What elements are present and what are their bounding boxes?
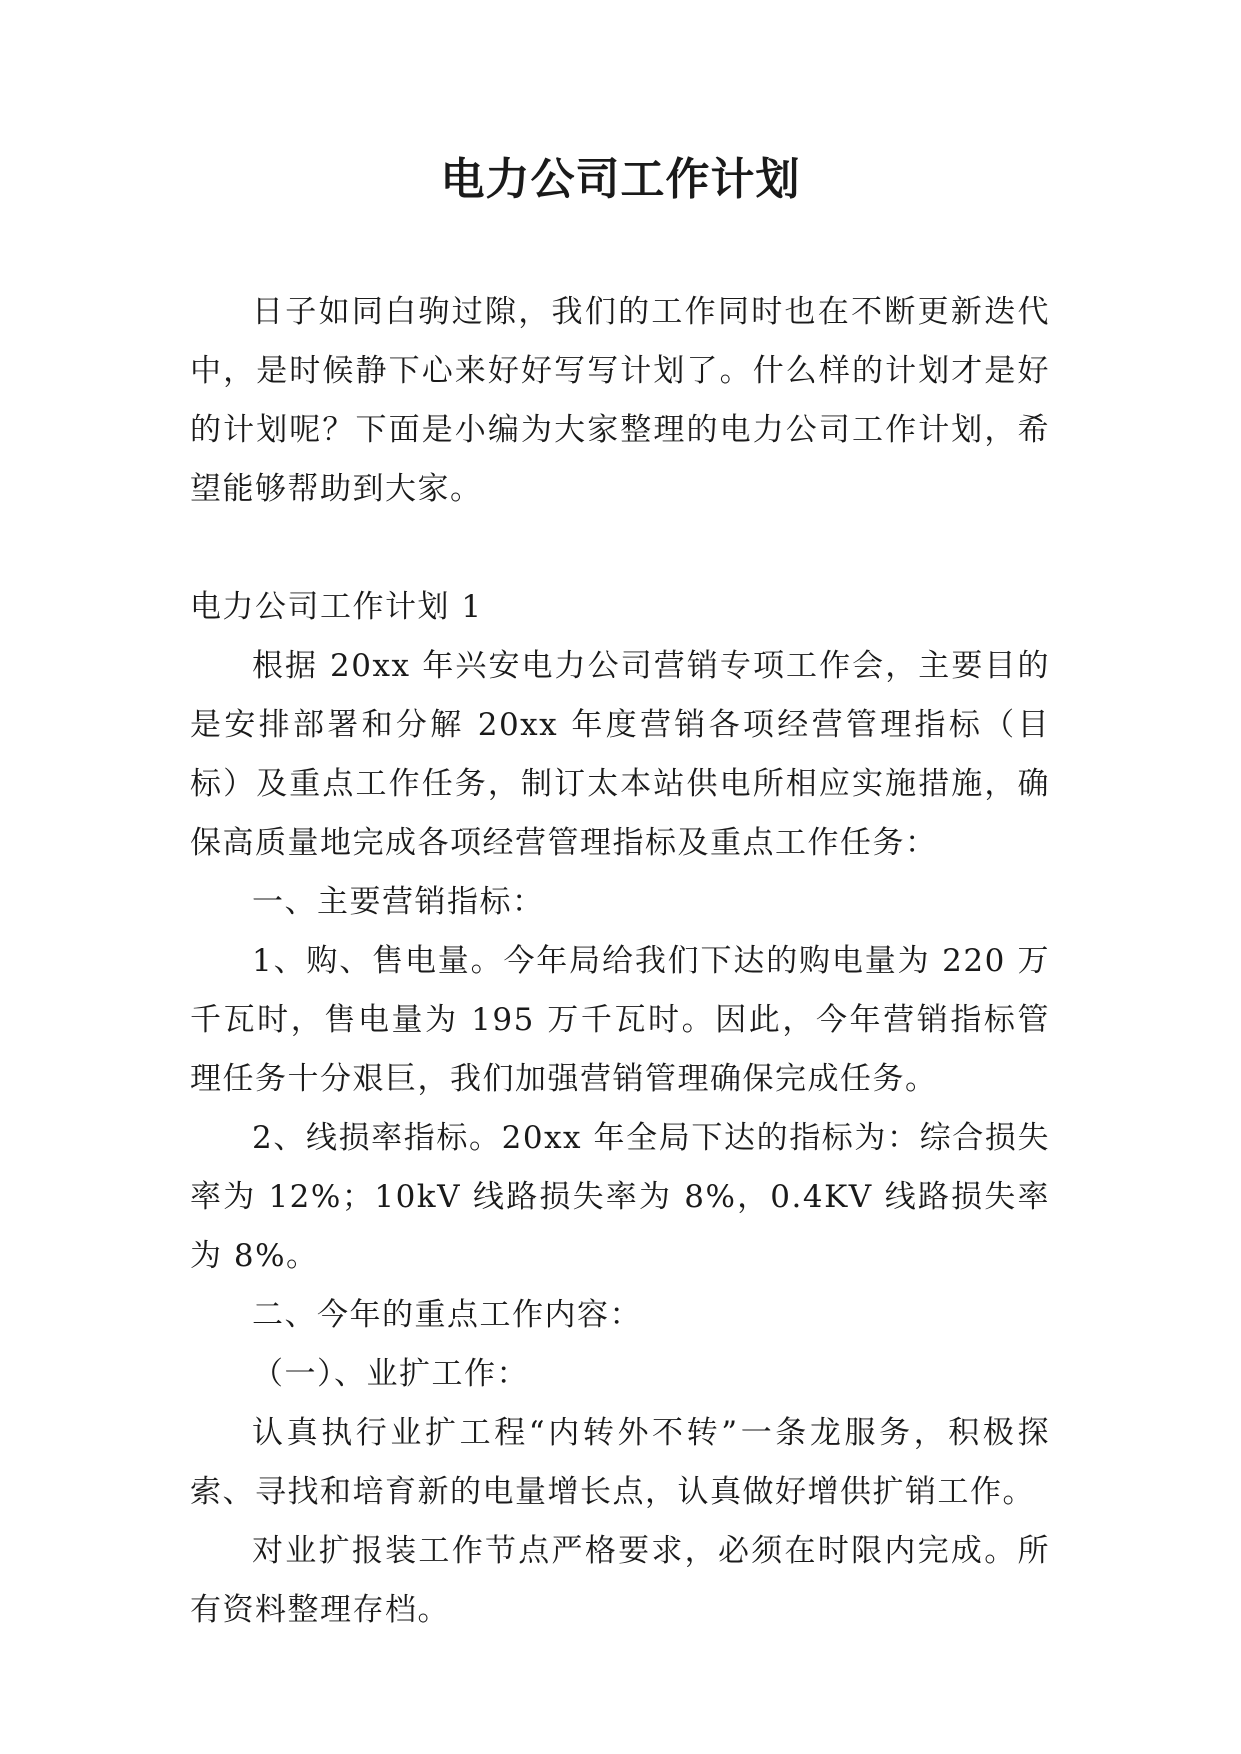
subsection-heading: 一、主要营销指标： xyxy=(252,884,545,920)
paragraph-gap xyxy=(190,519,1050,578)
body-paragraph: 根据 20xx 年兴安电力公司营销专项工作会，主要目的是安排部署和分解 20xx 年度营销各项经营管理指标（目标）及重点工作任务，制订太本站供电所相应实施措施，确保高质量地完成各项经营管理指标及重点工作任务： xyxy=(190,648,1050,861)
document-title: 电力公司工作计划 xyxy=(440,154,801,205)
intro-paragraph: 日子如同白驹过隙，我们的工作同时也在不断更新迭代中，是时候静下心来好好写写计划了。什么样的计划才是好的计划呢？下面是小编为大家整理的电力公司工作计划，希望能够帮助到大家。 xyxy=(190,294,1050,507)
body-paragraph: 对业扩报装工作节点严格要求，必须在时限内完成。所有资料整理存档。 xyxy=(190,1533,1050,1628)
subsection-heading: 二、今年的重点工作内容： xyxy=(252,1297,642,1333)
body-paragraph: 1、购、售电量。今年局给我们下达的购电量为 220 万千瓦时，售电量为 195 万千瓦时。因此，今年营销指标管理任务十分艰巨，我们加强营销管理确保完成任务。 xyxy=(190,943,1050,1097)
body-paragraph: 认真执行业扩工程“内转外不转”一条龙服务，积极探索、寻找和培育新的电量增长点，认真做好增供扩销工作。 xyxy=(190,1415,1050,1510)
document-body xyxy=(190,283,1050,1640)
section-heading: 电力公司工作计划 1 xyxy=(190,589,483,625)
subsection-heading: （一）、业扩工作： xyxy=(252,1356,529,1392)
body-paragraph: 2、线损率指标。20xx 年全局下达的指标为：综合损失率为 12%；10kV 线路损失率为 8%，0.4KV 线路损失率为 8%。 xyxy=(190,1120,1050,1274)
